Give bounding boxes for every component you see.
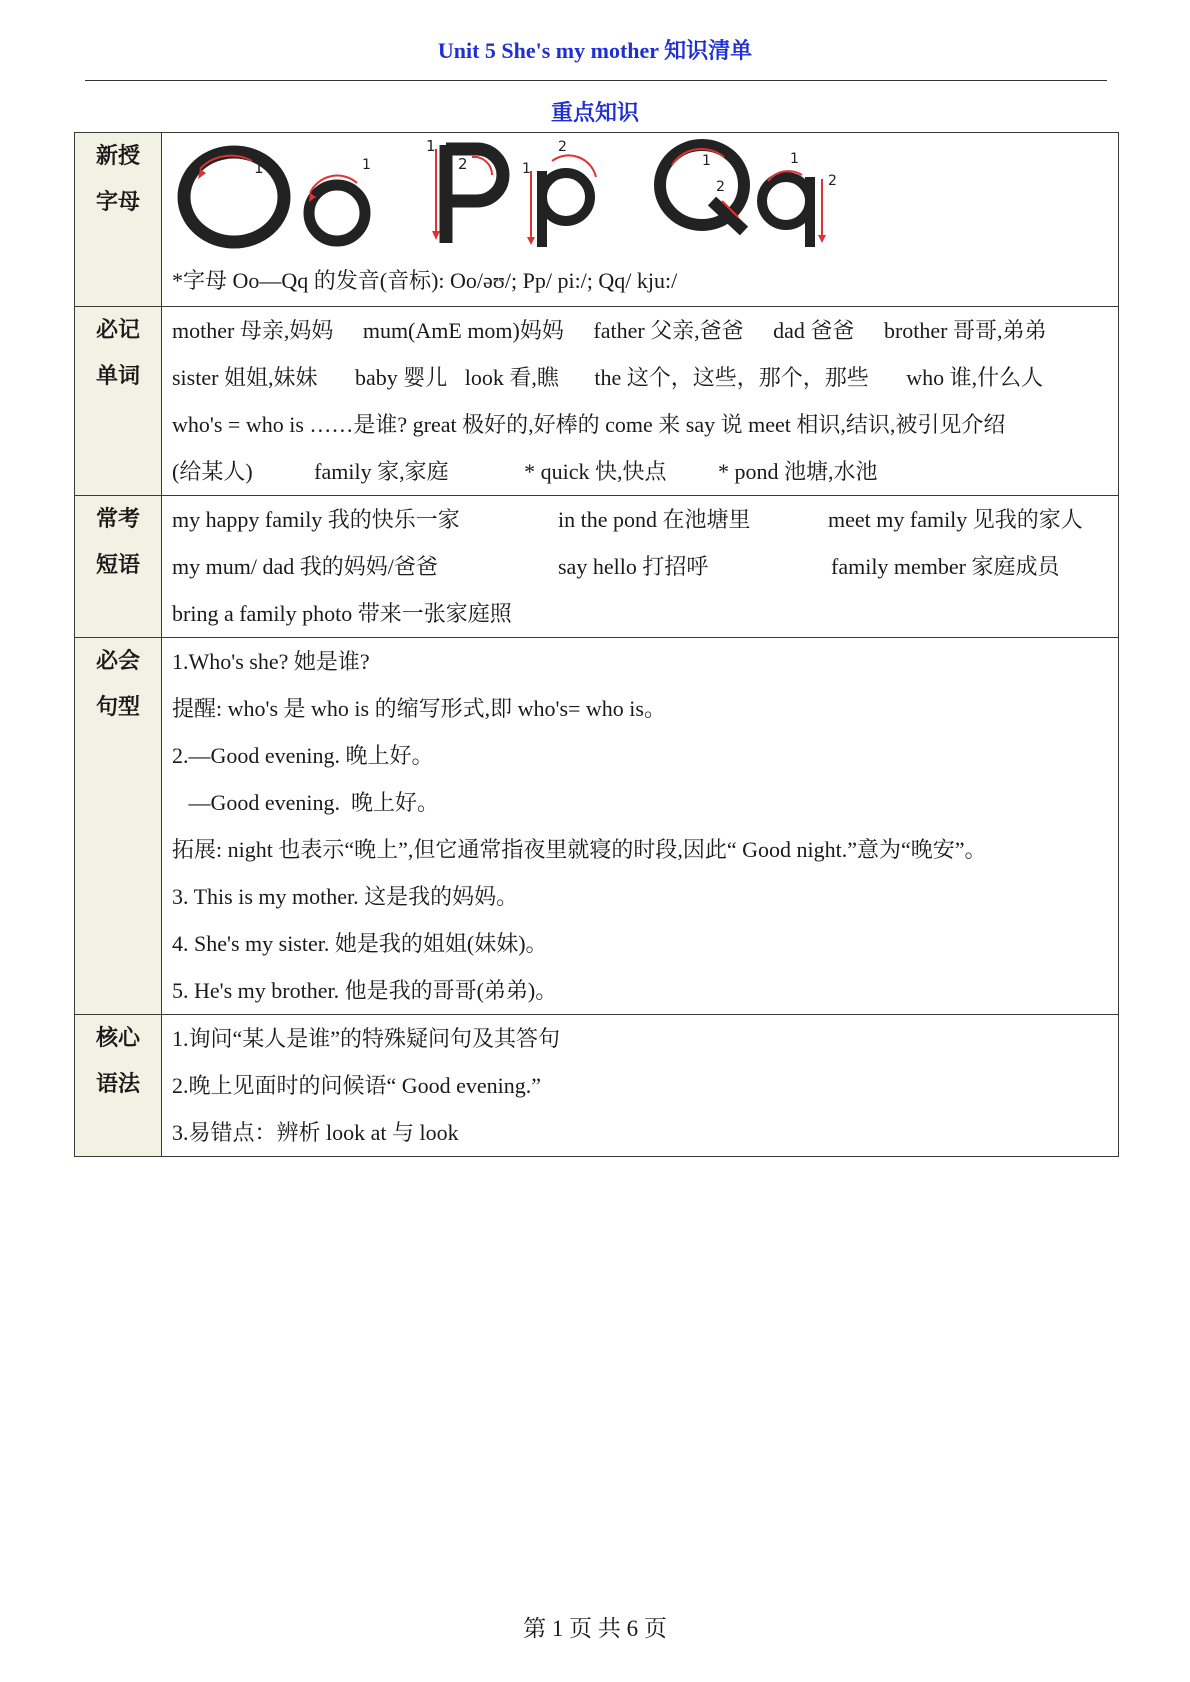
sentence-line: —Good evening. 晚上好。 (172, 790, 440, 815)
phrases-line: my happy family 我的快乐一家 in the pond 在池塘里 meet my family 见我的家人 (172, 507, 1083, 532)
letters-cell (162, 133, 1119, 307)
row-label-words: 必记 单词 (75, 307, 162, 496)
svg-text:1: 1 (522, 161, 531, 177)
words-line: mother 母亲,妈妈 mum(AmE mom)妈妈 father 父亲,爸爸 dad 爸爸 brother 哥哥,弟弟 (172, 318, 1047, 343)
svg-text:1: 1 (790, 151, 799, 167)
letter-P-capital (426, 137, 503, 243)
grammar-line: 1.询问“某人是谁”的特殊疑问句及其答句 (172, 1026, 561, 1051)
table-row-grammar (75, 1015, 1119, 1157)
header-divider (85, 80, 1107, 81)
letter-q-lower (762, 151, 837, 247)
grammar-cell (162, 1015, 1119, 1157)
svg-text:2: 2 (828, 173, 837, 189)
sentence-line: 3. This is my mother. 这是我的妈妈。 (172, 884, 519, 909)
table-row-letters (75, 133, 1119, 307)
svg-text:2: 2 (716, 179, 725, 195)
table-row-phrases (75, 496, 1119, 638)
knowledge-table (74, 132, 1119, 1157)
table-row-sentences (75, 638, 1119, 1015)
row-label-sentences: 必会 句型 (75, 638, 162, 1015)
row-label-grammar: 核心 语法 (75, 1015, 162, 1157)
svg-text:1: 1 (362, 157, 371, 173)
words-line: (给某人) family 家,家庭 * quick 快,快点 * pond 池塘,水池 (172, 459, 878, 484)
page-title: Unit 5 She's my mother 知识清单 (437, 38, 753, 63)
page-footer: 第 1 页 共 6 页 (523, 1616, 667, 1641)
sentence-line: 1.Who's she? 她是谁? (172, 649, 370, 674)
words-cell (162, 307, 1119, 496)
letter-p-lower (522, 139, 596, 247)
sentence-line: 4. She's my sister. 她是我的姐姐(妹妹)。 (172, 931, 548, 956)
svg-text:1: 1 (254, 159, 264, 177)
svg-text:2: 2 (458, 155, 468, 173)
pronunciation-line: *字母 Oo—Qq 的发音(音标): Oo/əʊ/; Pp/ pi:/; Qq/ kju:/ (172, 268, 678, 293)
sentence-line: 拓展: night 也表示“晚上”,但它通常指夜里就寝的时段,因此“ Good night.”意为“晚安”。 (172, 837, 987, 862)
letters-writing-diagram (172, 135, 892, 253)
table-row-words (75, 307, 1119, 496)
grammar-line: 3.易错点：辨析 look at 与 look (172, 1120, 459, 1145)
row-label-phrases: 常考 短语 (75, 496, 162, 638)
row-label-letters: 新授 字母 (75, 133, 162, 307)
words-line: sister 姐姐,妹妹 baby 婴儿 look 看,瞧 the 这个，这些，那个，那些 who 谁,什么人 (172, 365, 1044, 390)
svg-text:2: 2 (558, 139, 567, 155)
words-line: who's = who is ……是谁? great 极好的,好棒的 come 来 say 说 meet 相识,结识,被引见介绍 (172, 412, 1006, 437)
sentence-line: 提醒: who's 是 who is 的缩写形式,即 who's= who is。 (172, 696, 666, 721)
sentences-cell (162, 638, 1119, 1015)
sentence-line: 5. He's my brother. 他是我的哥哥(弟弟)。 (172, 978, 558, 1003)
svg-text:1: 1 (426, 137, 436, 155)
grammar-line: 2.晚上见面时的问候语“ Good evening.” (172, 1073, 542, 1098)
letter-O-capital (184, 152, 284, 242)
svg-text:1: 1 (702, 153, 711, 169)
sentence-line: 2.—Good evening. 晚上好。 (172, 743, 434, 768)
phrases-line: bring a family photo 带来一张家庭照 (172, 601, 512, 626)
section-title: 重点知识 (550, 100, 639, 125)
letter-o-lower (309, 157, 371, 241)
phrases-cell (162, 496, 1119, 638)
letter-Q-capital (660, 145, 744, 231)
phrases-line: my mum/ dad 我的妈妈/爸爸 say hello 打招呼 family member 家庭成员 (172, 554, 1060, 579)
